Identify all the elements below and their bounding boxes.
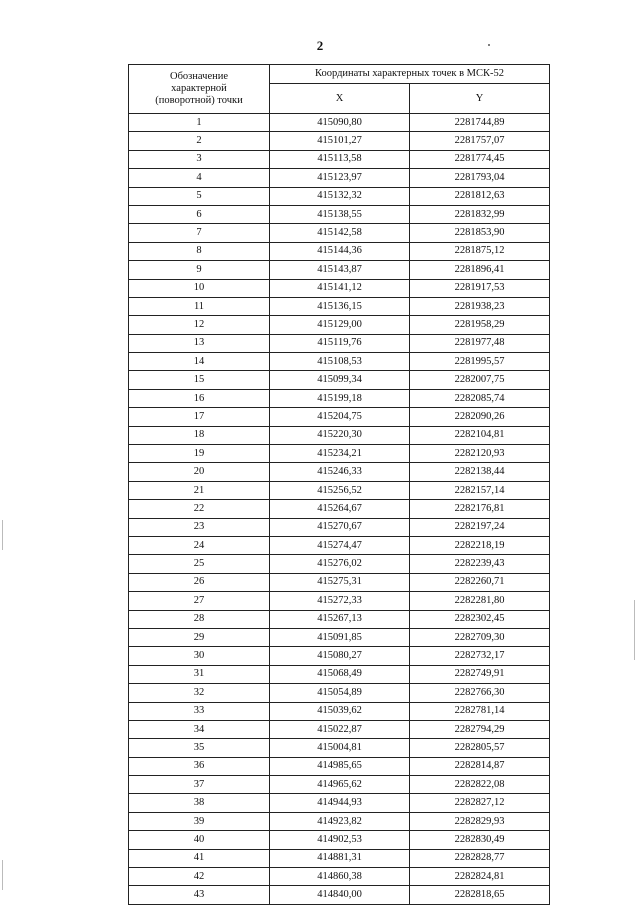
table-row — [129, 205, 550, 223]
x-coordinate-cell: 414860,38 — [270, 868, 410, 886]
scan-edge-mark — [2, 860, 3, 890]
point-number-cell: 21 — [129, 481, 270, 499]
x-coordinate-cell: 415220,30 — [270, 426, 410, 444]
point-number-cell: 2 — [129, 132, 270, 150]
designation-header — [129, 65, 270, 114]
y-coordinate-cell: 2281812,63 — [410, 187, 550, 205]
table-row — [129, 776, 550, 794]
point-number-cell: 6 — [129, 205, 270, 223]
point-number-cell: 13 — [129, 334, 270, 352]
x-coordinate-cell: 415090,80 — [270, 114, 410, 132]
table-row — [129, 389, 550, 407]
point-number-cell: 17 — [129, 408, 270, 426]
y-coordinate-cell: 2281938,23 — [410, 297, 550, 315]
table-row — [129, 481, 550, 499]
y-coordinate-cell: 2282302,45 — [410, 610, 550, 628]
x-coordinate-cell: 415022,87 — [270, 720, 410, 738]
x-coordinate-cell: 414902,53 — [270, 831, 410, 849]
x-coordinate-cell: 415274,47 — [270, 536, 410, 554]
point-number-cell: 19 — [129, 445, 270, 463]
x-coordinate-cell: 415141,12 — [270, 279, 410, 297]
y-coordinate-cell: 2282829,93 — [410, 812, 550, 830]
y-coordinate-cell: 2281793,04 — [410, 169, 550, 187]
table-body — [129, 114, 550, 905]
x-coordinate-cell: 415091,85 — [270, 628, 410, 646]
point-number-cell: 27 — [129, 592, 270, 610]
table-row — [129, 518, 550, 536]
point-number-cell: 37 — [129, 776, 270, 794]
table-row — [129, 536, 550, 554]
x-coordinate-cell: 415099,34 — [270, 371, 410, 389]
point-number-cell: 20 — [129, 463, 270, 481]
table-row — [129, 261, 550, 279]
y-coordinate-cell: 2282138,44 — [410, 463, 550, 481]
x-coordinate-cell: 415068,49 — [270, 665, 410, 683]
table-row — [129, 812, 550, 830]
table-row — [129, 500, 550, 518]
point-number-cell: 22 — [129, 500, 270, 518]
y-coordinate-cell: 2282814,87 — [410, 757, 550, 775]
x-coordinate-cell: 415143,87 — [270, 261, 410, 279]
y-coordinate-cell: 2282794,29 — [410, 720, 550, 738]
point-number-cell: 11 — [129, 297, 270, 315]
point-number-cell: 1 — [129, 114, 270, 132]
y-coordinate-cell: 2281757,07 — [410, 132, 550, 150]
designation-header-line: характерной — [171, 83, 227, 94]
y-coordinate-cell: 2282157,14 — [410, 481, 550, 499]
x-coordinate-cell: 414944,93 — [270, 794, 410, 812]
y-coordinate-cell: 2282830,49 — [410, 831, 550, 849]
x-coordinate-cell: 415039,62 — [270, 702, 410, 720]
y-coordinate-cell: 2282007,75 — [410, 371, 550, 389]
x-coordinate-cell: 415136,15 — [270, 297, 410, 315]
y-coordinate-cell: 2282822,08 — [410, 776, 550, 794]
point-number-cell: 3 — [129, 150, 270, 168]
y-coordinate-cell: 2281896,41 — [410, 261, 550, 279]
y-coordinate-cell: 2282120,93 — [410, 445, 550, 463]
x-coordinate-cell: 415123,97 — [270, 169, 410, 187]
x-coordinate-cell: 415113,58 — [270, 150, 410, 168]
y-coordinate-cell: 2281875,12 — [410, 242, 550, 260]
x-coordinate-cell: 414923,82 — [270, 812, 410, 830]
y-coordinate-cell: 2282104,81 — [410, 426, 550, 444]
x-coordinate-cell: 414881,31 — [270, 849, 410, 867]
table-row — [129, 426, 550, 444]
y-coordinate-cell: 2282260,71 — [410, 573, 550, 591]
point-number-cell: 5 — [129, 187, 270, 205]
y-coordinate-cell: 2282805,57 — [410, 739, 550, 757]
page-number: 2 — [316, 38, 324, 53]
point-number-cell: 42 — [129, 868, 270, 886]
table-row — [129, 463, 550, 481]
y-coordinate-cell: 2282239,43 — [410, 555, 550, 573]
table-row — [129, 647, 550, 665]
x-coordinate-cell: 415267,13 — [270, 610, 410, 628]
x-coordinate-cell: 415119,76 — [270, 334, 410, 352]
table-row — [129, 242, 550, 260]
x-coordinate-cell: 414985,65 — [270, 757, 410, 775]
x-coordinate-cell: 415199,18 — [270, 389, 410, 407]
y-coordinate-cell: 2281832,99 — [410, 205, 550, 223]
point-number-cell: 35 — [129, 739, 270, 757]
y-coordinate-cell: 2281774,45 — [410, 150, 550, 168]
point-number-cell: 31 — [129, 665, 270, 683]
point-number-cell: 34 — [129, 720, 270, 738]
x-coordinate-cell: 415276,02 — [270, 555, 410, 573]
x-coordinate-cell: 415144,36 — [270, 242, 410, 260]
table-row — [129, 555, 550, 573]
point-number-cell: 40 — [129, 831, 270, 849]
table-row — [129, 353, 550, 371]
table-row — [129, 610, 550, 628]
table-row — [129, 831, 550, 849]
point-number-cell: 14 — [129, 353, 270, 371]
y-coordinate-cell: 2282709,30 — [410, 628, 550, 646]
y-coordinate-cell: 2282218,19 — [410, 536, 550, 554]
x-coordinate-cell: 415275,31 — [270, 573, 410, 591]
x-coordinate-cell: 415108,53 — [270, 353, 410, 371]
table-row — [129, 371, 550, 389]
table-row — [129, 757, 550, 775]
point-number-cell: 38 — [129, 794, 270, 812]
point-number-cell: 43 — [129, 886, 270, 904]
point-number-cell: 32 — [129, 684, 270, 702]
point-number-cell: 4 — [129, 169, 270, 187]
x-coordinate-cell: 415004,81 — [270, 739, 410, 757]
point-number-cell: 24 — [129, 536, 270, 554]
table-row — [129, 592, 550, 610]
table-row — [129, 739, 550, 757]
point-number-cell: 33 — [129, 702, 270, 720]
x-coordinate-cell: 415204,75 — [270, 408, 410, 426]
table-row — [129, 150, 550, 168]
table-row — [129, 132, 550, 150]
point-number-cell: 18 — [129, 426, 270, 444]
table-row — [129, 868, 550, 886]
point-number-cell: 8 — [129, 242, 270, 260]
x-coordinate-cell: 415234,21 — [270, 445, 410, 463]
table-row — [129, 187, 550, 205]
y-coordinate-cell: 2282781,14 — [410, 702, 550, 720]
y-coordinate-cell: 2281744,89 — [410, 114, 550, 132]
x-coordinate-cell: 415101,27 — [270, 132, 410, 150]
point-number-cell: 23 — [129, 518, 270, 536]
table-row — [129, 279, 550, 297]
point-number-cell: 41 — [129, 849, 270, 867]
table-row — [129, 794, 550, 812]
coordinates-table — [128, 64, 550, 905]
y-coordinate-cell: 2282827,12 — [410, 794, 550, 812]
y-coordinate-cell: 2281958,29 — [410, 316, 550, 334]
x-coordinate-cell: 415080,27 — [270, 647, 410, 665]
table-row — [129, 297, 550, 315]
point-number-cell: 39 — [129, 812, 270, 830]
point-number-cell: 16 — [129, 389, 270, 407]
x-coordinate-cell: 415270,67 — [270, 518, 410, 536]
y-coordinate-cell: 2282176,81 — [410, 500, 550, 518]
x-coordinate-cell: 415256,52 — [270, 481, 410, 499]
table-row — [129, 665, 550, 683]
y-coordinate-cell: 2281995,57 — [410, 353, 550, 371]
scan-speck — [488, 44, 490, 46]
x-coordinate-cell: 415246,33 — [270, 463, 410, 481]
x-coordinate-cell: 415142,58 — [270, 224, 410, 242]
point-number-cell: 15 — [129, 371, 270, 389]
y-coordinate-cell: 2282828,77 — [410, 849, 550, 867]
coordinates-header: Координаты характерных точек в МСК-52 — [270, 65, 550, 84]
x-coordinate-cell: 415054,89 — [270, 684, 410, 702]
x-coordinate-cell: 415132,32 — [270, 187, 410, 205]
point-number-cell: 30 — [129, 647, 270, 665]
table-row — [129, 445, 550, 463]
point-number-cell: 25 — [129, 555, 270, 573]
scan-edge-mark — [634, 600, 635, 660]
x-column-header: X — [270, 84, 410, 114]
x-coordinate-cell: 415264,67 — [270, 500, 410, 518]
table-row — [129, 316, 550, 334]
y-coordinate-cell: 2281917,53 — [410, 279, 550, 297]
table-row — [129, 114, 550, 132]
table-row — [129, 628, 550, 646]
y-coordinate-cell: 2282090,26 — [410, 408, 550, 426]
table-row — [129, 886, 550, 904]
y-coordinate-cell: 2281977,48 — [410, 334, 550, 352]
y-coordinate-cell: 2281853,90 — [410, 224, 550, 242]
point-number-cell: 12 — [129, 316, 270, 334]
y-coordinate-cell: 2282824,81 — [410, 868, 550, 886]
designation-header-line: Обозначение — [169, 71, 229, 82]
y-coordinate-cell: 2282085,74 — [410, 389, 550, 407]
table-row — [129, 169, 550, 187]
x-coordinate-cell: 415272,33 — [270, 592, 410, 610]
y-coordinate-cell: 2282732,17 — [410, 647, 550, 665]
table-row — [129, 849, 550, 867]
table-row — [129, 573, 550, 591]
table-row — [129, 702, 550, 720]
y-coordinate-cell: 2282197,24 — [410, 518, 550, 536]
point-number-cell: 10 — [129, 279, 270, 297]
table-row — [129, 408, 550, 426]
y-coordinate-cell: 2282749,91 — [410, 665, 550, 683]
y-coordinate-cell: 2282766,30 — [410, 684, 550, 702]
x-coordinate-cell: 414840,00 — [270, 886, 410, 904]
point-number-cell: 28 — [129, 610, 270, 628]
x-coordinate-cell: 414965,62 — [270, 776, 410, 794]
point-number-cell: 9 — [129, 261, 270, 279]
table-row — [129, 224, 550, 242]
x-coordinate-cell: 415138,55 — [270, 205, 410, 223]
y-column-header: Y — [410, 84, 550, 114]
point-number-cell: 36 — [129, 757, 270, 775]
table-row — [129, 720, 550, 738]
designation-header-line: (поворотной) точки — [155, 95, 243, 106]
point-number-cell: 29 — [129, 628, 270, 646]
table-row — [129, 334, 550, 352]
scan-edge-mark — [2, 520, 3, 550]
point-number-cell: 26 — [129, 573, 270, 591]
y-coordinate-cell: 2282818,65 — [410, 886, 550, 904]
y-coordinate-cell: 2282281,80 — [410, 592, 550, 610]
table-row — [129, 684, 550, 702]
point-number-cell: 7 — [129, 224, 270, 242]
x-coordinate-cell: 415129,00 — [270, 316, 410, 334]
